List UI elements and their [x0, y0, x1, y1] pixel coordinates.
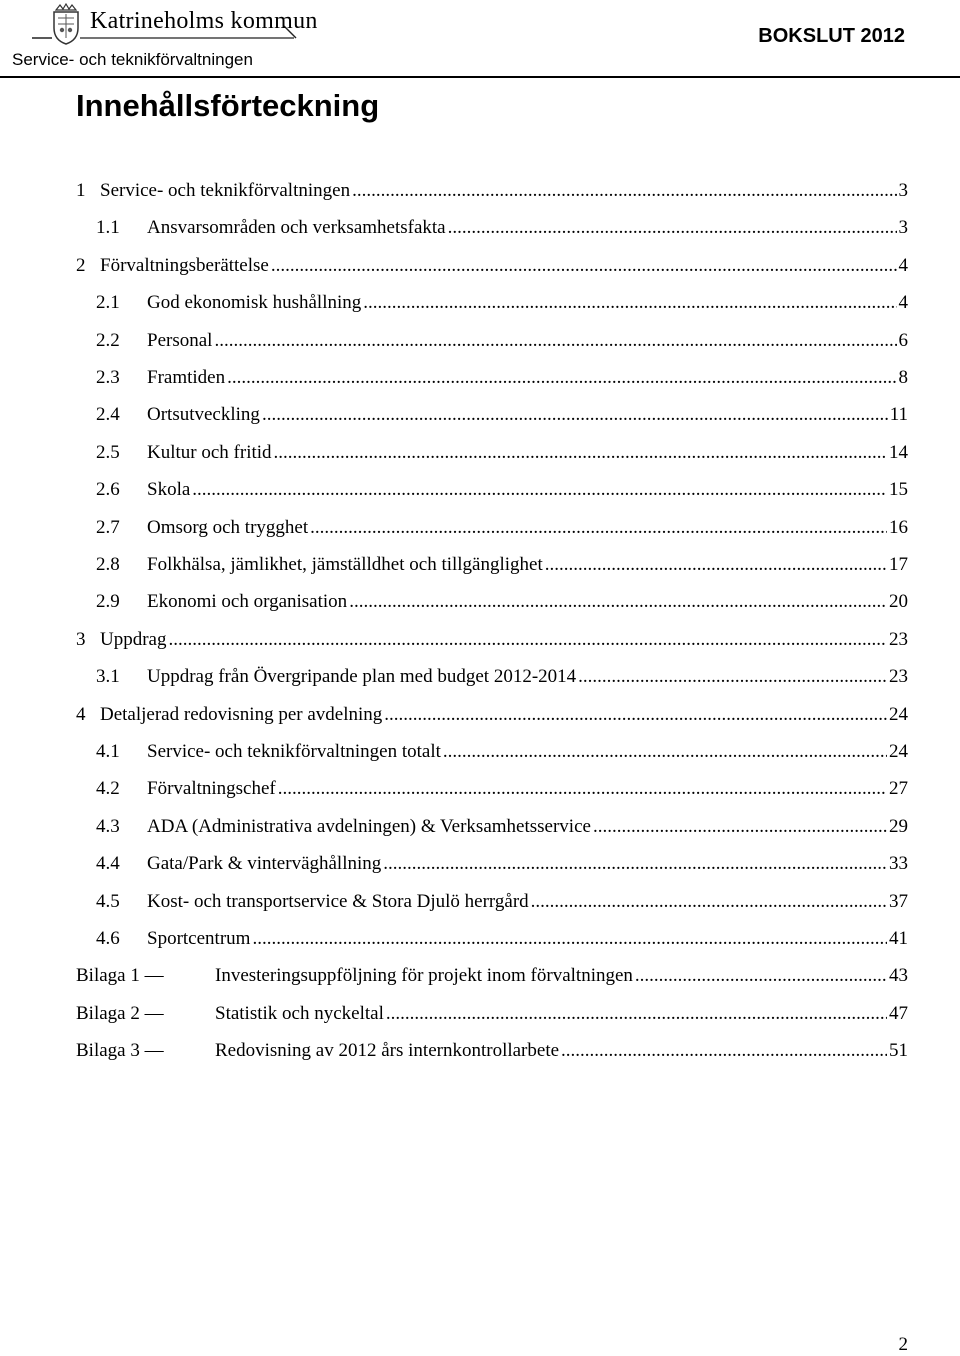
toc-entry-title: Uppdrag från Övergripande plan med budget 2012-2014 — [147, 666, 577, 688]
toc-entry-number: 4 — [76, 703, 86, 725]
toc-entry-page: 43 — [889, 965, 908, 987]
toc-entry[interactable] — [0, 702, 960, 728]
toc-entry-title: Folkhälsa, jämlikhet, jämställdhet och tillgänglighet — [147, 554, 543, 575]
toc-entry-page: 15 — [889, 479, 908, 501]
toc-entry-title: Investeringsuppföljning för projekt inom förvaltningen — [215, 965, 633, 987]
toc-entry-number: 2.5 — [96, 441, 120, 463]
toc-leader-dots — [310, 515, 887, 541]
toc-entry-page: 23 — [889, 628, 908, 650]
toc-entry[interactable] — [0, 365, 960, 391]
toc-leader-dots — [635, 963, 887, 989]
toc-leader-dots — [349, 589, 887, 615]
toc-entry-number: 2 — [76, 254, 86, 276]
toc-leader-dots — [227, 365, 896, 391]
toc-entry-page: 37 — [889, 890, 908, 912]
toc-entry-title: ADA (Administrativa avdelningen) & Verksamhetsservice — [147, 815, 591, 837]
toc-leader-dots — [271, 253, 897, 279]
org-name: Katrineholms kommun — [90, 8, 318, 34]
toc-leader-dots — [545, 552, 887, 578]
toc-entry[interactable] — [0, 402, 960, 428]
toc-entry-number: 3 — [76, 628, 86, 650]
toc-entry-title: Kost- och transportservice & Stora Djulö herrgård — [147, 890, 529, 912]
toc-entry-title: Statistik och nyckeltal — [215, 1002, 384, 1024]
toc-entry[interactable] — [0, 814, 960, 840]
toc-entry[interactable] — [0, 477, 960, 503]
toc-entry-page: 3 — [898, 180, 908, 201]
toc-entry-title: Gata/Park & vinterväghållning — [147, 853, 382, 875]
toc-leader-dots — [443, 739, 887, 765]
toc-entry-title: Förvaltningsberättelse — [100, 254, 269, 276]
toc-entry-title: Personal — [147, 329, 213, 351]
toc-entry-title: Framtiden — [147, 367, 226, 388]
toc-entry-number: 2.3 — [96, 367, 120, 388]
toc-entry-number: 2.8 — [96, 554, 120, 575]
toc-entry-number: 4.2 — [96, 778, 120, 800]
toc-leader-dots — [192, 477, 887, 503]
report-title: BOKSLUT 2012 — [758, 25, 905, 47]
toc-entry[interactable] — [0, 328, 960, 354]
toc-entry[interactable] — [0, 776, 960, 802]
toc-entry-number: Bilaga 2 — — [76, 1002, 164, 1024]
toc-entry-title: Kultur och fritid — [147, 441, 272, 463]
toc-entry[interactable] — [0, 178, 960, 204]
toc-entry-title: Skola — [147, 479, 191, 501]
toc-entry-page: 47 — [889, 1002, 908, 1024]
department-name: Service- och teknikförvaltningen — [12, 50, 253, 69]
toc-leader-dots — [384, 702, 887, 728]
toc-entry-title: Omsorg och trygghet — [147, 516, 309, 538]
toc-entry-title: Detaljerad redovisning per avdelning — [100, 703, 383, 725]
toc-leader-dots — [262, 402, 888, 428]
toc-leader-dots — [168, 627, 887, 653]
toc-entry-number: 2.2 — [96, 329, 120, 351]
toc-entry-page: 29 — [889, 815, 908, 837]
toc-leader-dots — [252, 926, 887, 952]
toc-entry-number: 4.3 — [96, 815, 120, 837]
toc-entry-page: 24 — [889, 741, 908, 762]
toc-entry-page: 17 — [889, 554, 908, 575]
toc-entry-page: 24 — [889, 703, 908, 725]
toc-entry-title: Uppdrag — [100, 628, 167, 650]
toc-leader-dots — [363, 290, 896, 316]
toc-entry[interactable] — [0, 926, 960, 952]
toc-entry[interactable] — [0, 215, 960, 241]
toc-leader-dots — [352, 178, 896, 204]
toc-entry-title: Sportcentrum — [147, 928, 251, 949]
toc-entry[interactable] — [0, 889, 960, 915]
toc-entry-number: 3.1 — [96, 666, 120, 688]
toc-entry[interactable] — [0, 627, 960, 653]
page-title: Innehållsförteckning — [76, 88, 380, 123]
toc-leader-dots — [593, 814, 887, 840]
toc-entry[interactable] — [0, 963, 960, 989]
toc-entry-number: 1.1 — [96, 217, 120, 239]
toc-entry-title: Service- och teknikförvaltningen totalt — [147, 741, 441, 762]
toc-leader-dots — [274, 440, 887, 466]
toc-entry-page: 3 — [898, 217, 908, 239]
toc-entry-number: 4.6 — [96, 928, 120, 949]
toc-entry-number: 2.7 — [96, 516, 120, 538]
toc-leader-dots — [386, 1001, 887, 1027]
toc-entry-number: 2.6 — [96, 479, 120, 501]
toc-entry-title: Redovisning av 2012 års internkontrollarbete — [215, 1040, 560, 1062]
toc-entry-title: Ansvarsområden och verksamhetsfakta — [147, 217, 446, 239]
toc-entry[interactable] — [0, 1001, 960, 1027]
toc-entry[interactable] — [0, 552, 960, 578]
toc-entry[interactable] — [0, 1038, 960, 1064]
toc-entry[interactable] — [0, 851, 960, 877]
toc-entry-page: 16 — [889, 516, 908, 538]
toc-entry-number: 4.4 — [96, 853, 120, 875]
toc-entry-page: 20 — [889, 591, 908, 613]
toc-entry[interactable] — [0, 589, 960, 615]
toc-entry[interactable] — [0, 440, 960, 466]
toc-entry-page: 51 — [889, 1040, 908, 1062]
toc-entry-number: 2.9 — [96, 591, 120, 613]
municipality-logo — [32, 2, 318, 46]
toc-entry-number: Bilaga 3 — — [76, 1040, 164, 1062]
toc-entry-title: Ekonomi och organisation — [147, 591, 348, 613]
page-number: 2 — [898, 1334, 908, 1355]
toc-entry-page: 27 — [889, 778, 908, 800]
page-header — [0, 0, 960, 80]
toc-entry[interactable] — [0, 290, 960, 316]
toc-entry-page: 4 — [898, 254, 908, 276]
toc-entry-title: God ekonomisk hushållning — [147, 292, 362, 314]
toc-leader-dots — [561, 1038, 887, 1064]
toc-leader-dots — [214, 328, 896, 354]
toc-leader-dots — [531, 889, 887, 915]
toc-entry-page: 6 — [898, 329, 908, 351]
toc-entry-title: Service- och teknikförvaltningen — [100, 180, 351, 201]
toc-entry-page: 4 — [898, 292, 908, 314]
toc-entry-page: 23 — [889, 666, 908, 688]
toc-leader-dots — [278, 776, 887, 802]
toc-entry-number: 4.1 — [96, 741, 120, 762]
toc-leader-dots — [383, 851, 887, 877]
header-divider — [0, 76, 960, 78]
toc-entry-page: 41 — [889, 928, 908, 949]
toc-entry-number: 4.5 — [96, 890, 120, 912]
toc-entry-page: 11 — [889, 404, 908, 426]
toc-leader-dots — [448, 215, 897, 241]
toc-entry-page: 33 — [889, 853, 908, 875]
toc-entry[interactable] — [0, 664, 960, 690]
toc-entry[interactable] — [0, 739, 960, 765]
toc-entry-number: 2.4 — [96, 404, 120, 426]
toc-entry-title: Ortsutveckling — [147, 404, 260, 426]
toc-leader-dots — [578, 664, 887, 690]
toc-entry-page: 8 — [898, 367, 908, 388]
toc-entry[interactable] — [0, 253, 960, 279]
toc-entry-number: Bilaga 1 — — [76, 965, 164, 987]
toc-entry[interactable] — [0, 515, 960, 541]
toc-entry-title: Förvaltningschef — [147, 778, 276, 800]
toc-entry-page: 14 — [889, 441, 908, 463]
toc-entry-number: 2.1 — [96, 292, 120, 314]
toc-entry-number: 1 — [76, 180, 86, 201]
